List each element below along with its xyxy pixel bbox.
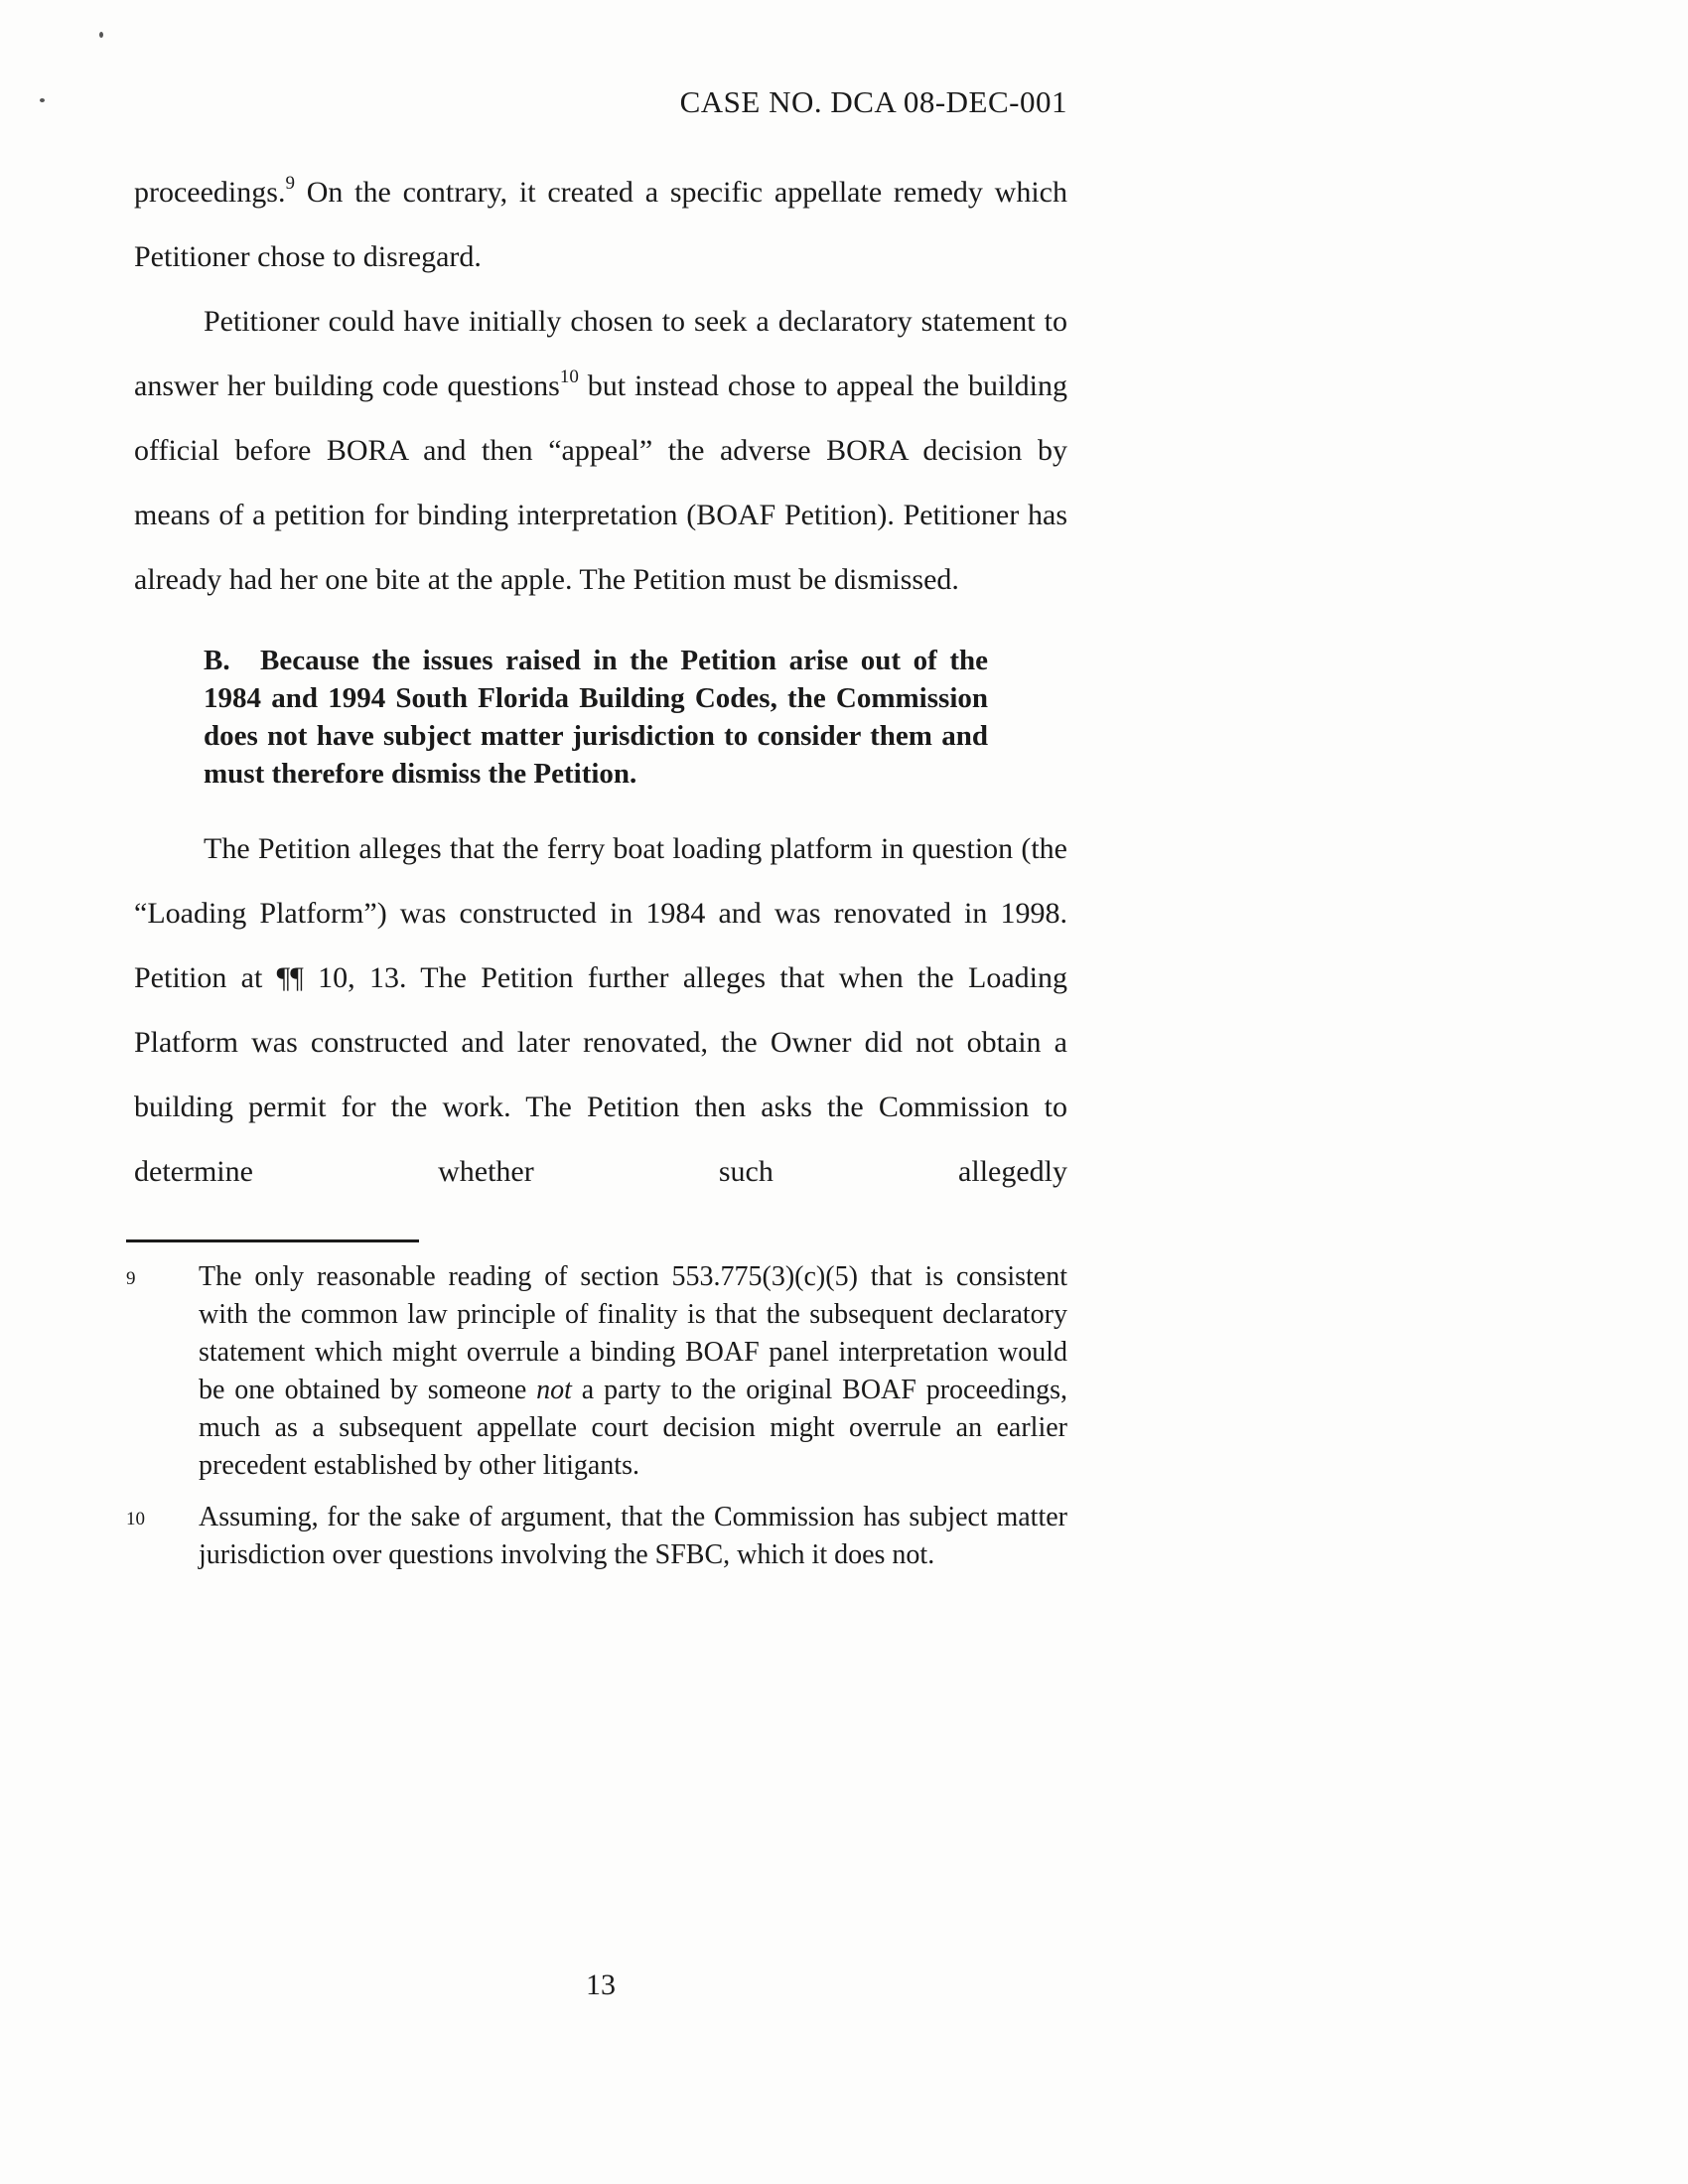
paragraph-text: Petitioner could have initially chosen to seek a declaratory statement to answer her building code questions	[134, 305, 1067, 402]
section-heading-text: Because the issues raised in the Petition arise out of the 1984 and 1994 South Florida Building Codes, the Commission does not have subject matter jurisdiction to consider them and must therefore dismiss the Petition.	[204, 645, 988, 790]
paragraph-text: proceedings.	[134, 176, 286, 209]
footnote-text: Assuming, for the sake of argument, that the Commission has subject matter jurisdiction over questions involving the SFBC, which it does not.	[199, 1502, 1067, 1570]
paragraph-petition-alleges: The Petition alleges that the ferry boat loading platform in question (the “Loading Platform”) was constructed in 1984 and was renovated in 1998. Petition at ¶¶ 10, 13. The Petition further alleges that when the Loading Platform was constructed and later renovated, the Owner did not obtain a building permit for the work. The Petition then asks the Commission to determine whether such allegedly	[134, 832, 1067, 1188]
case-number: CASE NO. DCA 08-DEC-001	[679, 84, 1067, 119]
section-heading-label: B.	[204, 645, 230, 676]
scan-artifact	[99, 32, 103, 38]
section-heading-b	[204, 642, 988, 793]
paragraph-text: but instead chose to appeal the building official before BORA and then “appeal” the adverse BORA decision by means of a petition for binding interpretation (BOAF Petition). Petitioner has already had her one bite at the apple. The Petition must be dismissed.	[134, 369, 1067, 596]
footnote-text-segment: a party to the original BOAF proceedings, much as a subsequent appellate court decision might overrule an earlier precedent established by other litigants.	[199, 1375, 1067, 1481]
footnote-9	[126, 1258, 1067, 1485]
footnote-text-italic: not	[536, 1375, 572, 1405]
footnote-ref-10: 10	[559, 366, 579, 387]
page-number: 13	[586, 1968, 616, 2001]
footnote-number: 9	[126, 1268, 136, 1289]
paragraph-petitioner	[134, 289, 1067, 612]
footnote-text	[199, 1258, 1067, 1485]
footnote-separator	[126, 1239, 419, 1242]
document-content	[126, 0, 1067, 1574]
scan-artifact	[40, 98, 45, 102]
footnote-text-segment: The only reasonable reading of section 553.775(3)(c)(5) that is consistent with the common law principle of finality is that the subsequent declaratory statement which might overrule a binding BOAF panel interpretation would be one obtained by someone	[199, 1261, 1067, 1405]
footnote-ref-9: 9	[285, 173, 295, 194]
footnote-number: 10	[126, 1509, 145, 1529]
paragraph-text: On the contrary, it created a specific appellate remedy which Petitioner chose to disregard.	[134, 176, 1067, 273]
footnote-10	[126, 1499, 1067, 1574]
paragraph-proceedings	[134, 160, 1067, 289]
